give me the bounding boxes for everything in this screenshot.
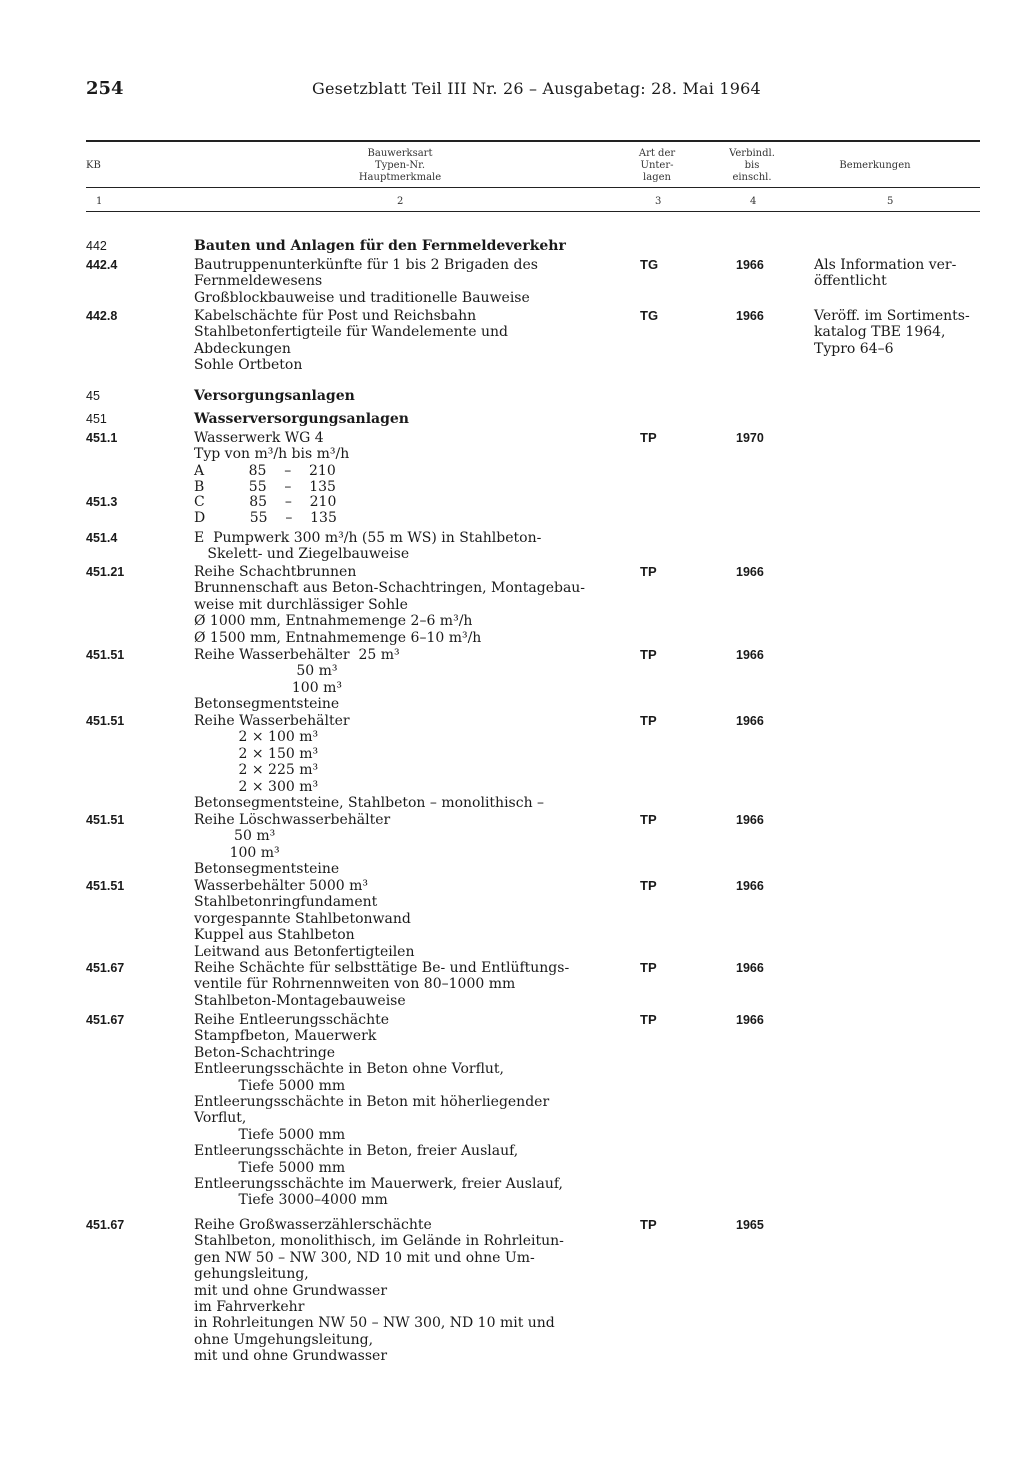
header-art-line: lagen (643, 172, 671, 183)
document-type: TP (640, 564, 657, 579)
description-line: Leitwand aus Betonfertigteilen (194, 943, 415, 960)
description-line: ventile für Rohrnennweiten von 80–1000 mm (194, 976, 516, 993)
description (194, 238, 614, 254)
description-line: Entleerungsschächte in Beton ohne Vorflut, (194, 1061, 505, 1078)
kb-number: 442.8 (86, 309, 118, 323)
description-line: Wasserbehälter 5000 m³ (194, 878, 368, 894)
description-line: Reihe Schachtbrunnen (194, 564, 357, 580)
description-line: Tiefe 5000 mm (194, 1126, 346, 1143)
valid-until-year: 1966 (736, 714, 764, 728)
kb-number: 451.51 (86, 714, 125, 728)
document-type: TP (640, 812, 657, 827)
description (194, 1217, 614, 1365)
description-line: C 85 – 210 (194, 494, 337, 510)
header-kb: KB (86, 160, 101, 171)
header-verbindlich-line: einschl. (732, 172, 772, 183)
description-line: Reihe Wasserbehälter 25 m³ (194, 647, 400, 663)
description-line: mit und ohne Grundwasser (194, 1282, 388, 1299)
header-verbindlich (714, 148, 790, 184)
description (194, 713, 614, 811)
description-line: Vorflut, (194, 1110, 247, 1127)
kb-number: 451.67 (86, 1013, 125, 1027)
document-type: TP (640, 960, 657, 975)
header-description-line: Hauptmerkmale (358, 172, 442, 183)
header-verbindlich-line: bis (744, 160, 760, 171)
document-type: TG (640, 308, 659, 323)
valid-until-year: 1966 (736, 1013, 764, 1027)
description-line: Entleerungsschächte in Beton, freier Auslauf, (194, 1143, 519, 1160)
kb-number: 45 (86, 389, 100, 403)
description-line: Tiefe 5000 mm (194, 1077, 346, 1094)
remarks (814, 308, 984, 357)
document-type: TP (640, 878, 657, 893)
description-line: vorgespannte Stahlbetonwand (194, 910, 411, 927)
header-description-line: Bauwerksart (367, 148, 433, 159)
description-line: B 55 – 135 (194, 479, 336, 496)
description (194, 530, 614, 563)
description-line: Reihe Wasserbehälter (194, 713, 350, 729)
description-line: Versorgungsanlagen (194, 388, 355, 404)
description (194, 494, 614, 527)
kb-number: 451.67 (86, 1218, 125, 1232)
table-top-rule (86, 140, 980, 142)
description (194, 411, 614, 427)
header-verbindlich-line: Verbindl. (729, 148, 775, 159)
description-line: Ø 1000 mm, Entnahmemenge 2–6 m³/h (194, 613, 473, 630)
description-line: Wasserwerk WG 4 (194, 430, 324, 446)
description-line: Tiefe 3000–4000 mm (194, 1192, 388, 1209)
kb-number: 451.51 (86, 648, 125, 662)
kb-number: 451 (86, 412, 107, 426)
description-line: Wasserversorgungsanlagen (194, 411, 409, 427)
description (194, 812, 614, 878)
header-art-line: Unter- (640, 160, 674, 171)
description-line: Stampfbeton, Mauerwerk (194, 1028, 377, 1045)
valid-until-year: 1966 (736, 309, 764, 323)
kb-number: 451.67 (86, 961, 125, 975)
description-line: Ø 1500 mm, Entnahmemenge 6–10 m³/h (194, 629, 482, 646)
description-line: 100 m³ (194, 679, 342, 696)
valid-until-year: 1970 (736, 431, 764, 445)
description (194, 430, 614, 496)
description (194, 564, 614, 646)
description-line: A 85 – 210 (194, 462, 336, 479)
description-line: Reihe Entleerungsschächte (194, 1012, 389, 1028)
column-numbers-rule (86, 211, 980, 212)
description-line: Bautruppenunterkünfte für 1 bis 2 Brigaden des (194, 257, 538, 273)
kb-number: 451.51 (86, 879, 125, 893)
description (194, 647, 614, 713)
valid-until-year: 1965 (736, 1218, 764, 1232)
kb-number: 451.21 (86, 565, 125, 579)
remarks-line: öffentlicht (814, 273, 887, 290)
page-number: 254 (86, 78, 124, 99)
description-line: Stahlbetonringfundament (194, 894, 378, 911)
document-type: TG (640, 257, 659, 272)
remarks-line: Veröff. im Sortiments- (814, 308, 970, 324)
kb-number: 442 (86, 239, 107, 253)
description-line: Entleerungsschächte im Mauerwerk, freier Auslauf, (194, 1176, 563, 1193)
description-line: Tiefe 5000 mm (194, 1159, 346, 1176)
description-line: Stahlbeton-Montagebauweise (194, 992, 406, 1009)
description (194, 308, 614, 374)
description-line: Brunnenschaft aus Beton-Schachtringen, Montagebau- (194, 580, 586, 597)
description-line: Entleerungsschächte in Beton mit höherliegender (194, 1094, 550, 1111)
valid-until-year: 1966 (736, 961, 764, 975)
description-line: mit und ohne Grundwasser (194, 1348, 388, 1365)
header-divider-rule (86, 187, 980, 188)
description-line: Bauten und Anlagen für den Fernmeldeverkehr (194, 238, 566, 254)
remarks-line: Als Information ver- (814, 257, 957, 273)
document-type: TP (640, 1217, 657, 1232)
valid-until-year: 1966 (736, 813, 764, 827)
description (194, 878, 614, 960)
description-line: Beton-Schachtringe (194, 1044, 336, 1061)
description-line: in Rohrleitungen NW 50 – NW 300, ND 10 mit und (194, 1315, 555, 1332)
description-line: 50 m³ (194, 663, 338, 680)
kb-number: 451.51 (86, 813, 125, 827)
kb-number: 451.3 (86, 495, 118, 509)
valid-until-year: 1966 (736, 879, 764, 893)
description-line: Betonsegmentsteine (194, 861, 340, 878)
description (194, 257, 614, 306)
description-line: Reihe Großwasserzählerschächte (194, 1217, 432, 1233)
description-line: D 55 – 135 (194, 510, 337, 527)
valid-until-year: 1966 (736, 648, 764, 662)
description-line: Fernmeldewesens (194, 273, 323, 290)
description-line: Großblockbauweise und traditionelle Bauweise (194, 289, 530, 306)
description-line: E Pumpwerk 300 m³/h (55 m WS) in Stahlbeton- (194, 530, 542, 546)
header-description-line: Typen-Nr. (374, 160, 426, 171)
column-number: 1 (96, 196, 103, 207)
description-line: Reihe Löschwasserbehälter (194, 812, 391, 828)
description-line: gehungsleitung, (194, 1266, 309, 1283)
description-line: Stahlbetonfertigteile für Wandelemente und (194, 324, 509, 341)
remarks (814, 257, 984, 290)
description-line: Betonsegmentsteine, Stahlbeton – monolithisch – (194, 795, 545, 812)
description-line: Betonsegmentsteine (194, 696, 340, 713)
column-number: 2 (397, 196, 404, 207)
column-number: 5 (887, 196, 894, 207)
description-line: Kabelschächte für Post und Reichsbahn (194, 308, 477, 324)
header-bemerkungen: Bemerkungen (839, 160, 911, 171)
description (194, 960, 614, 1009)
description (194, 1012, 614, 1209)
kb-number: 451.4 (86, 531, 118, 545)
description-line: Reihe Schächte für selbsttätige Be- und Entlüftungs- (194, 960, 570, 976)
document-type: TP (640, 713, 657, 728)
description-line: 2 × 225 m³ (194, 762, 319, 779)
description-line: 2 × 300 m³ (194, 778, 319, 795)
description-line: Kuppel aus Stahlbeton (194, 927, 355, 944)
description-line: 2 × 100 m³ (194, 729, 319, 746)
description-line: Skelett- und Ziegelbauweise (194, 546, 410, 563)
page-title: Gesetzblatt Teil III Nr. 26 – Ausgabetag: 28. Mai 1964 (312, 79, 761, 98)
header-description (300, 148, 500, 184)
description-line: Sohle Ortbeton (194, 357, 303, 374)
document-type: TP (640, 1012, 657, 1027)
description-line: weise mit durchlässiger Sohle (194, 596, 408, 613)
description-line: 50 m³ (194, 828, 276, 845)
document-type: TP (640, 430, 657, 445)
valid-until-year: 1966 (736, 258, 764, 272)
description (194, 388, 614, 404)
kb-number: 442.4 (86, 258, 118, 272)
description-line: Typ von m³/h bis m³/h (194, 446, 350, 463)
document-type: TP (640, 647, 657, 662)
remarks-line: katalog TBE 1964, (814, 324, 946, 341)
description-line: 100 m³ (194, 844, 280, 861)
description-line: ohne Umgehungsleitung, (194, 1331, 374, 1348)
column-number: 4 (750, 196, 757, 207)
description-line: gen NW 50 – NW 300, ND 10 mit und ohne Um- (194, 1249, 535, 1266)
remarks-line: Typro 64–6 (814, 340, 894, 357)
description-line: 2 × 150 m³ (194, 745, 319, 762)
valid-until-year: 1966 (736, 565, 764, 579)
description-line: im Fahrverkehr (194, 1299, 305, 1316)
header-art-line: Art der (638, 148, 676, 159)
header-art (622, 148, 692, 184)
column-number: 3 (655, 196, 662, 207)
description-line: Stahlbeton, monolithisch, im Gelände in Rohrleitun- (194, 1233, 564, 1250)
description-line: Abdeckungen (194, 340, 291, 357)
kb-number: 451.1 (86, 431, 118, 445)
